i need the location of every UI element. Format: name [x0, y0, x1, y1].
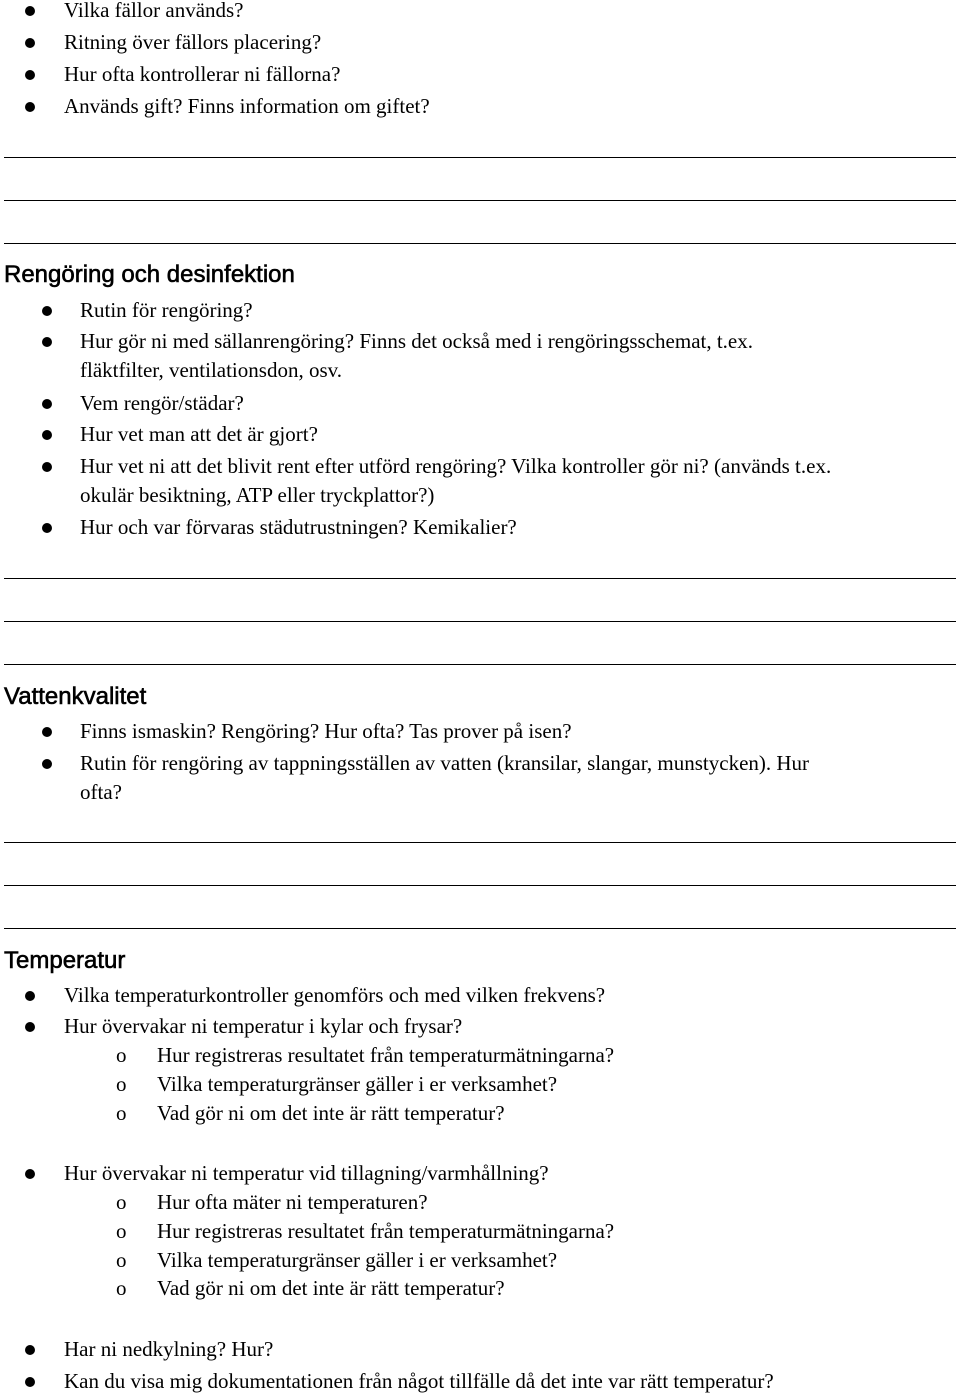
- list-item-text: Rutin för rengöring av tappningsställen av vatten (kransilar, slangar, munstycken). Hur: [80, 751, 810, 775]
- list-item-text: Vad gör ni om det inte är rätt temperatur?: [157, 1101, 505, 1125]
- circle-marker-icon: o: [116, 1072, 127, 1096]
- list-item-text: Vem rengör/städar?: [80, 391, 244, 415]
- list-item-text: Hur registreras resultatet från temperaturmätningarna?: [157, 1219, 615, 1243]
- list-item-text: Hur övervakar ni temperatur i kylar och frysar?: [64, 1014, 463, 1038]
- bullet-icon: [25, 1022, 35, 1032]
- list-item-text: Vilka temperaturgränser gäller i er verksamhet?: [157, 1072, 558, 1096]
- answer-line: [4, 842, 956, 843]
- list-item-text: ofta?: [80, 780, 122, 804]
- circle-marker-icon: o: [116, 1101, 127, 1125]
- bullet-icon: [25, 6, 35, 16]
- section-heading-water: Vattenkvalitet: [4, 683, 147, 710]
- bullet-icon: [25, 70, 35, 80]
- bullet-icon: [42, 306, 52, 316]
- bullet-icon: [25, 1169, 35, 1179]
- bullet-icon: [42, 337, 52, 347]
- circle-marker-icon: o: [116, 1276, 127, 1300]
- list-item-text: Hur vet ni att det blivit rent efter utförd rengöring? Vilka kontroller gör ni? (används t.ex.: [80, 454, 832, 478]
- list-item-text: okulär besiktning, ATP eller tryckplattor?): [80, 483, 435, 507]
- list-item-text: Hur registreras resultatet från temperaturmätningarna?: [157, 1043, 615, 1067]
- bullet-icon: [42, 430, 52, 440]
- bullet-icon: [42, 523, 52, 533]
- list-item-text: Finns ismaskin? Rengöring? Hur ofta? Tas prover på isen?: [80, 719, 572, 743]
- answer-line: [4, 578, 956, 579]
- list-item-text: Vilka fällor används?: [64, 0, 244, 22]
- bullet-icon: [25, 102, 35, 112]
- answer-line: [4, 200, 956, 201]
- answer-line: [4, 664, 956, 665]
- bullet-icon: [42, 462, 52, 472]
- list-item-text: Vilka temperaturgränser gäller i er verksamhet?: [157, 1248, 558, 1272]
- list-item-text: Hur ofta kontrollerar ni fällorna?: [64, 62, 341, 86]
- circle-marker-icon: o: [116, 1219, 127, 1243]
- bullet-icon: [25, 38, 35, 48]
- list-item-text: Används gift? Finns information om giftet?: [64, 94, 430, 118]
- answer-line: [4, 928, 956, 929]
- list-item-text: Hur gör ni med sällanrengöring? Finns det också med i rengöringsschemat, t.ex.: [80, 329, 754, 353]
- bullet-icon: [42, 399, 52, 409]
- section-heading-temperature: Temperatur: [4, 947, 126, 974]
- bullet-icon: [42, 759, 52, 769]
- list-item-text: Vad gör ni om det inte är rätt temperatur?: [157, 1276, 505, 1300]
- list-item-text: Kan du visa mig dokumentationen från något tillfälle då det inte var rätt temperatur?: [64, 1369, 774, 1393]
- bullet-icon: [25, 991, 35, 1001]
- answer-line: [4, 885, 956, 886]
- list-item-text: Hur ofta mäter ni temperaturen?: [157, 1190, 428, 1214]
- circle-marker-icon: o: [116, 1190, 127, 1214]
- circle-marker-icon: o: [116, 1248, 127, 1272]
- list-item-text: Ritning över fällors placering?: [64, 30, 322, 54]
- circle-marker-icon: o: [116, 1043, 127, 1067]
- list-item-text: Hur övervakar ni temperatur vid tillagning/varmhållning?: [64, 1161, 549, 1185]
- list-item-text: Vilka temperaturkontroller genomförs och med vilken frekvens?: [64, 983, 606, 1007]
- list-item-text: Rutin för rengöring?: [80, 298, 253, 322]
- answer-line: [4, 621, 956, 622]
- list-item-text: Hur vet man att det är gjort?: [80, 422, 318, 446]
- list-item-text: fläktfilter, ventilationsdon, osv.: [80, 358, 342, 382]
- list-item-text: Hur och var förvaras städutrustningen? Kemikalier?: [80, 515, 517, 539]
- answer-line: [4, 243, 956, 244]
- bullet-icon: [25, 1377, 35, 1387]
- bullet-icon: [25, 1345, 35, 1355]
- list-item-text: Har ni nedkylning? Hur?: [64, 1337, 274, 1361]
- answer-line: [4, 157, 956, 158]
- section-heading-cleaning: Rengöring och desinfektion: [4, 261, 295, 288]
- bullet-icon: [42, 727, 52, 737]
